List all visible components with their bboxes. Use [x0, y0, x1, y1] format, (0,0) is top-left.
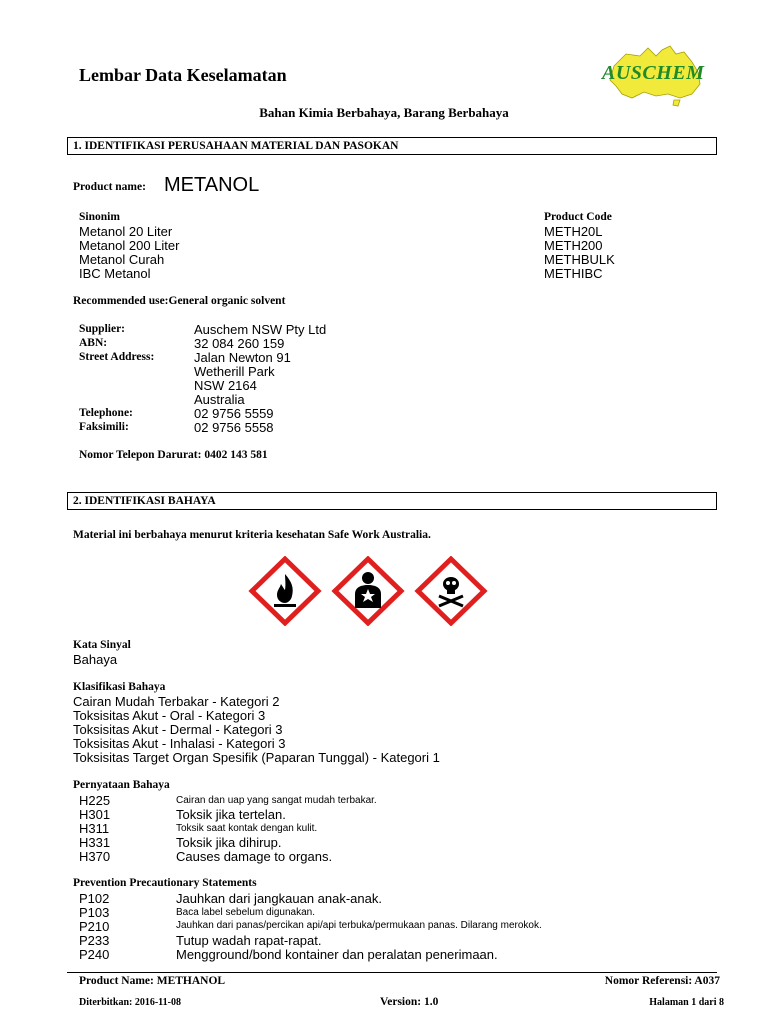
telephone-value: 02 9756 5559 [194, 406, 274, 421]
prevention-code: P102 [79, 891, 110, 906]
health-hazard-icon [331, 556, 405, 626]
synonym-item: Metanol 20 Liter [79, 224, 173, 239]
synonym-item: Metanol Curah [79, 252, 165, 267]
section-2-heading: 2. IDENTIFIKASI BAHAYA [67, 492, 717, 510]
signal-word-value: Bahaya [73, 652, 118, 667]
fax-label: Faksimili: [79, 421, 129, 433]
hazard-statements-label: Pernyataan Bahaya [73, 779, 170, 791]
section-1-heading: 1. IDENTIFIKASI PERUSAHAAN MATERIAL DAN PASOKAN [67, 137, 717, 155]
classification-item: Cairan Mudah Terbakar - Kategori 2 [73, 694, 280, 709]
hazard-text: Toksik saat kontak dengan kulit. [176, 823, 318, 834]
footer-divider [67, 972, 717, 973]
prevention-text: Mengground/bond kontainer dan peralatan penerimaan. [176, 947, 498, 962]
ghs-health-hazard-pictogram [331, 556, 405, 626]
document-title: Lembar Data Keselamatan [79, 65, 287, 85]
supplier-value: Auschem NSW Pty Ltd [194, 322, 327, 337]
hazard-code: H331 [79, 835, 111, 850]
product-code-item: METHBULK [544, 252, 615, 267]
hazard-text: Toksik jika dihirup. [176, 835, 282, 850]
hazard-intro: Material ini berbahaya menurut kriteria kesehatan Safe Work Australia. [73, 529, 431, 541]
footer-reference: Nomor Referensi: A037 [604, 975, 720, 987]
abn-label: ABN: [79, 337, 108, 349]
footer-version: Version: 1.0 [380, 996, 439, 1008]
street-address-line: Jalan Newton 91 [194, 350, 291, 365]
product-name-label: Product name: [73, 181, 146, 193]
auschem-logo [596, 42, 716, 108]
prevention-text: Tutup wadah rapat-rapat. [176, 933, 322, 948]
prevention-code: P210 [79, 919, 110, 934]
street-address-line: Australia [194, 392, 245, 407]
prevention-code: P103 [79, 905, 110, 920]
supplier-label: Supplier: [79, 323, 126, 335]
telephone-label: Telephone: [79, 407, 133, 419]
skull-crossbones-icon [414, 556, 488, 626]
hazard-text: Causes damage to organs. [176, 849, 333, 864]
hazard-text: Cairan dan uap yang sangat mudah terbakar. [176, 795, 377, 806]
recommended-use: Recommended use:General organic solvent [73, 295, 286, 307]
prevention-code: P233 [79, 933, 110, 948]
synonym-item: IBC Metanol [79, 266, 151, 281]
footer-page: Halaman 1 dari 8 [649, 997, 724, 1008]
document-subtitle: Bahan Kimia Berbahaya, Barang Berbahaya [259, 105, 509, 120]
classification-item: Toksisitas Akut - Oral - Kategori 3 [73, 708, 266, 723]
synonyms-label: Sinonim [79, 211, 120, 223]
hazard-code: H311 [79, 821, 110, 836]
footer-issued: Diterbitkan: 2016-11-08 [79, 997, 181, 1008]
classification-item: Toksisitas Target Organ Spesifik (Paparan Tunggal) - Kategori 1 [73, 750, 440, 765]
prevention-text: Jauhkan dari jangkauan anak-anak. [176, 891, 382, 906]
hazard-code: H370 [79, 849, 111, 864]
classification-item: Toksisitas Akut - Dermal - Kategori 3 [73, 722, 283, 737]
product-code-label: Product Code [544, 211, 612, 223]
street-address-label: Street Address: [79, 351, 155, 363]
prevention-label: Prevention Precautionary Statements [73, 877, 257, 889]
prevention-code: P240 [79, 947, 110, 962]
classification-item: Toksisitas Akut - Inhalasi - Kategori 3 [73, 736, 286, 751]
prevention-text: Jauhkan dari panas/percikan api/api terbuka/permukaan panas. Dilarang merokok. [176, 920, 542, 931]
signal-word-label: Kata Sinyal [73, 639, 131, 651]
hazard-text: Toksik jika tertelan. [176, 807, 286, 822]
fax-value: 02 9756 5558 [194, 420, 274, 435]
abn-value: 32 084 260 159 [194, 336, 285, 351]
emergency-phone: Nomor Telepon Darurat: 0402 143 581 [79, 449, 268, 461]
street-address-line: Wetherill Park [194, 364, 275, 379]
classification-label: Klasifikasi Bahaya [73, 681, 166, 693]
hazard-code: H301 [79, 807, 111, 822]
street-address-line: NSW 2164 [194, 378, 257, 393]
synonym-item: Metanol 200 Liter [79, 238, 180, 253]
logo-text: AUSCHEM [602, 62, 705, 84]
hazard-code: H225 [79, 793, 111, 808]
footer-product-name: Product Name: METHANOL [79, 975, 226, 987]
ghs-flame-pictogram [248, 556, 322, 626]
product-code-item: METH20L [544, 224, 603, 239]
ghs-skull-pictogram [414, 556, 488, 626]
prevention-text: Baca label sebelum digunakan. [176, 907, 315, 918]
product-code-item: METH200 [544, 238, 603, 253]
flame-icon [248, 556, 322, 626]
product-code-item: METHIBC [544, 266, 603, 281]
product-name-value: METANOL [164, 174, 260, 196]
